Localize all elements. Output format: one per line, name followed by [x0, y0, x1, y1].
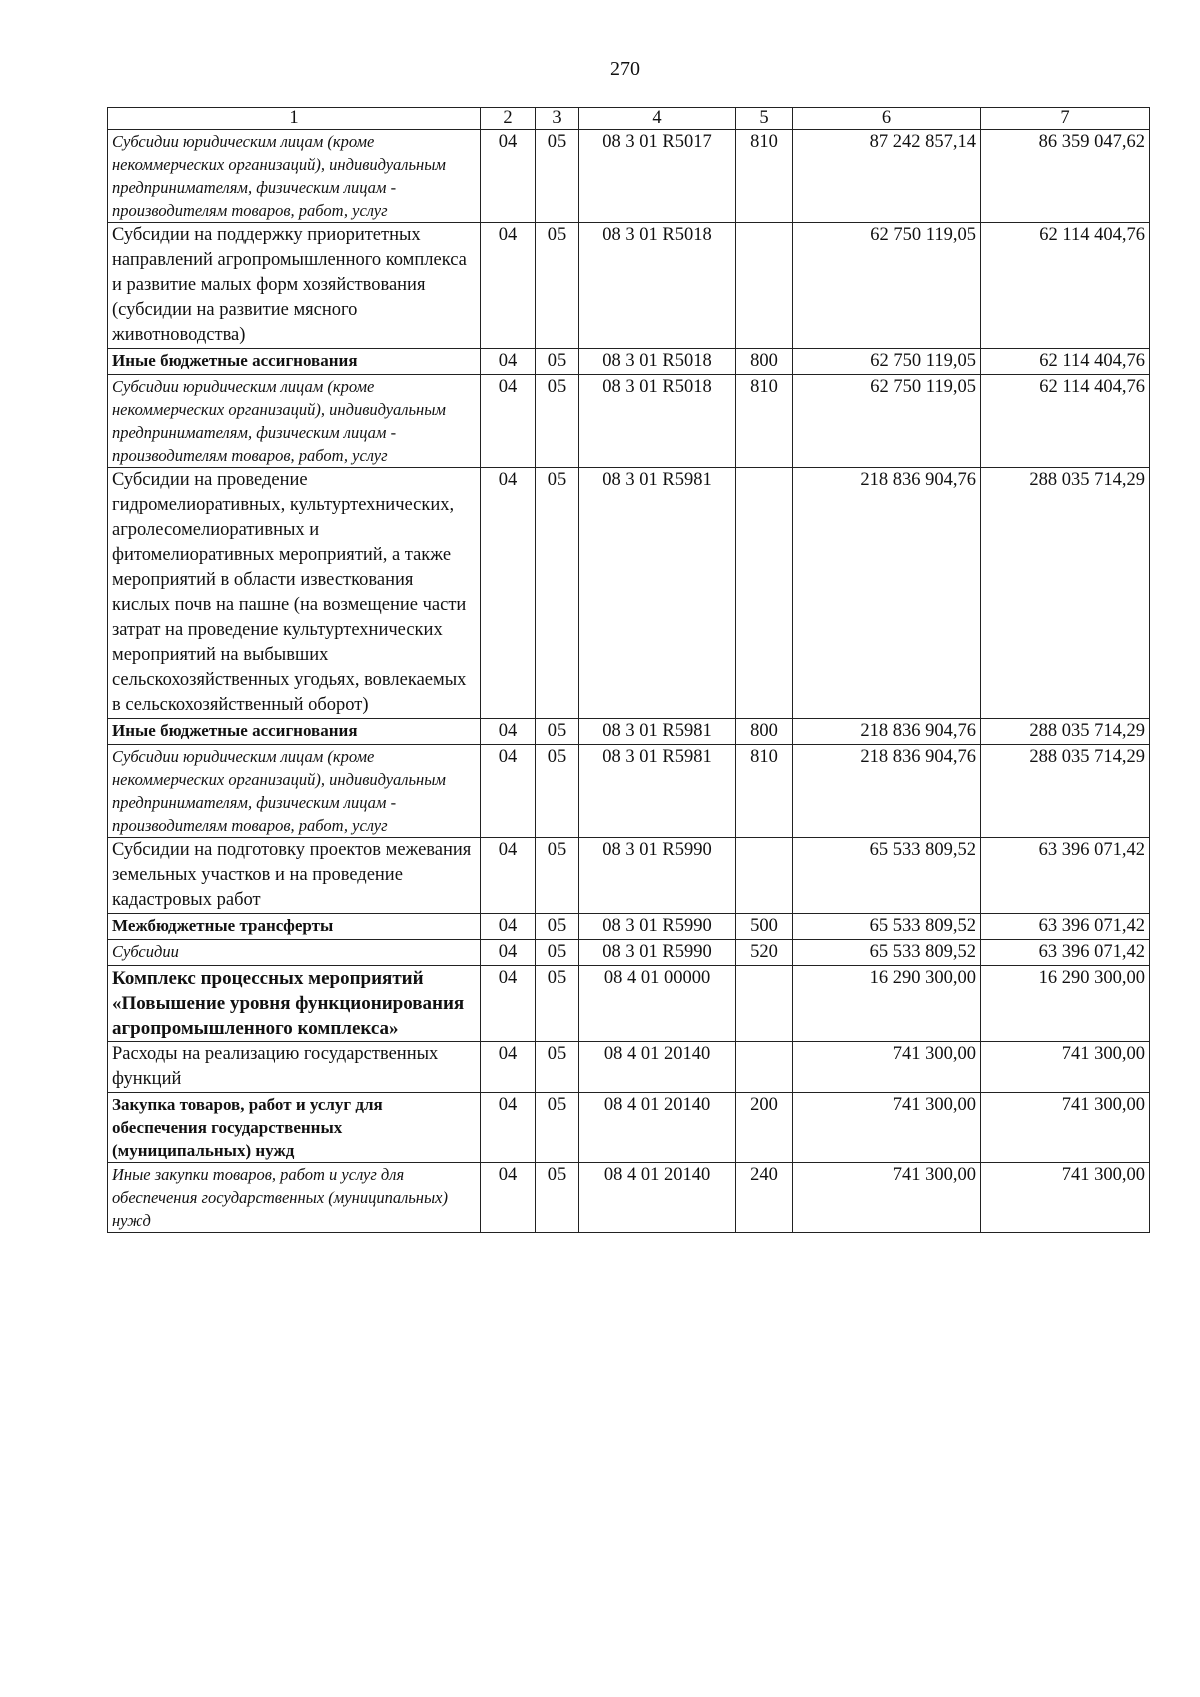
target-article-code: 08 3 01 R5981: [579, 468, 736, 719]
target-article-code: 08 4 01 20140: [579, 1093, 736, 1163]
budget-table: [107, 107, 1150, 1233]
item-name: Субсидии на проведение гидромелиоративных, культуртехнических, агролесомелиоративных и фитомелиоративных мероприятий, а также мероприятий в области известкования кислых почв на пашне (на возмещение части затрат на проведение культуртехнических мероприятий на выбывших сельскохозяйственных угодьях, вовлекаемых в сельскохозяйственный оборот): [108, 468, 481, 719]
amount-year-2: 62 114 404,76: [981, 375, 1150, 468]
section-code: 04: [481, 719, 536, 745]
amount-year-1: 16 290 300,00: [793, 966, 981, 1042]
table-row: [108, 1042, 1150, 1093]
item-name: Комплекс процессных мероприятий «Повышение уровня функционирования агропромышленного комплекса»: [108, 966, 481, 1042]
item-name: Расходы на реализацию государственных функций: [108, 1042, 481, 1093]
table-row: [108, 745, 1150, 838]
subsection-code: 05: [536, 940, 579, 966]
section-code: 04: [481, 1093, 536, 1163]
table-row: [108, 940, 1150, 966]
expense-type-code: [736, 468, 793, 719]
section-code: 04: [481, 1042, 536, 1093]
section-code: 04: [481, 940, 536, 966]
header-cell: 5: [736, 108, 793, 130]
target-article-code: 08 3 01 R5981: [579, 719, 736, 745]
amount-year-2: 63 396 071,42: [981, 940, 1150, 966]
item-name: Субсидии юридическим лицам (кроме некоммерческих организаций), индивидуальным предпринимателям, физическим лицам - производителям товаров, работ, услуг: [108, 130, 481, 223]
target-article-code: 08 3 01 R5990: [579, 914, 736, 940]
item-name: Субсидии юридическим лицам (кроме некоммерческих организаций), индивидуальным предпринимателям, физическим лицам - производителям товаров, работ, услуг: [108, 745, 481, 838]
table-row: [108, 375, 1150, 468]
target-article-code: 08 3 01 R5017: [579, 130, 736, 223]
amount-year-1: 62 750 119,05: [793, 375, 981, 468]
section-code: 04: [481, 223, 536, 349]
target-article-code: 08 4 01 20140: [579, 1163, 736, 1233]
header-cell: 6: [793, 108, 981, 130]
target-article-code: 08 3 01 R5990: [579, 838, 736, 914]
expense-type-code: [736, 966, 793, 1042]
expense-type-code: [736, 1042, 793, 1093]
subsection-code: 05: [536, 468, 579, 719]
section-code: 04: [481, 914, 536, 940]
item-name: Межбюджетные трансферты: [108, 914, 481, 940]
amount-year-2: 288 035 714,29: [981, 468, 1150, 719]
table-row: [108, 349, 1150, 375]
page-number: 270: [610, 58, 640, 80]
expense-type-code: 810: [736, 745, 793, 838]
expense-type-code: 520: [736, 940, 793, 966]
target-article-code: 08 3 01 R5981: [579, 745, 736, 838]
amount-year-1: 62 750 119,05: [793, 349, 981, 375]
target-article-code: 08 3 01 R5018: [579, 223, 736, 349]
amount-year-2: 288 035 714,29: [981, 719, 1150, 745]
amount-year-1: 62 750 119,05: [793, 223, 981, 349]
target-article-code: 08 3 01 R5990: [579, 940, 736, 966]
table-row: [108, 223, 1150, 349]
table-row: [108, 468, 1150, 719]
item-name: Иные бюджетные ассигнования: [108, 349, 481, 375]
header-row: [108, 108, 1150, 130]
subsection-code: 05: [536, 1093, 579, 1163]
item-name: Субсидии: [108, 940, 481, 966]
amount-year-2: 62 114 404,76: [981, 223, 1150, 349]
section-code: 04: [481, 349, 536, 375]
section-code: 04: [481, 375, 536, 468]
amount-year-2: 62 114 404,76: [981, 349, 1150, 375]
table-row: [108, 130, 1150, 223]
subsection-code: 05: [536, 966, 579, 1042]
item-name: Закупка товаров, работ и услуг для обеспечения государственных (муниципальных) нужд: [108, 1093, 481, 1163]
section-code: 04: [481, 468, 536, 719]
section-code: 04: [481, 838, 536, 914]
header-cell: 1: [108, 108, 481, 130]
section-code: 04: [481, 745, 536, 838]
expense-type-code: 240: [736, 1163, 793, 1233]
amount-year-1: 65 533 809,52: [793, 914, 981, 940]
header-cell: 3: [536, 108, 579, 130]
amount-year-1: 218 836 904,76: [793, 745, 981, 838]
subsection-code: 05: [536, 130, 579, 223]
target-article-code: 08 4 01 20140: [579, 1042, 736, 1093]
subsection-code: 05: [536, 745, 579, 838]
table-row: [108, 1163, 1150, 1233]
table-row: [108, 1093, 1150, 1163]
amount-year-1: 741 300,00: [793, 1093, 981, 1163]
table-row: [108, 719, 1150, 745]
table-row: [108, 914, 1150, 940]
expense-type-code: 800: [736, 349, 793, 375]
amount-year-2: 16 290 300,00: [981, 966, 1150, 1042]
table-row: [108, 838, 1150, 914]
amount-year-1: 741 300,00: [793, 1163, 981, 1233]
amount-year-1: 218 836 904,76: [793, 719, 981, 745]
subsection-code: 05: [536, 349, 579, 375]
expense-type-code: 800: [736, 719, 793, 745]
amount-year-2: 288 035 714,29: [981, 745, 1150, 838]
subsection-code: 05: [536, 1163, 579, 1233]
item-name: Субсидии на поддержку приоритетных направлений агропромышленного комплекса и развитие малых форм хозяйствования (субсидии на развитие мясного животноводства): [108, 223, 481, 349]
expense-type-code: 200: [736, 1093, 793, 1163]
header-cell: 4: [579, 108, 736, 130]
amount-year-2: 741 300,00: [981, 1042, 1150, 1093]
item-name: Субсидии на подготовку проектов межевания земельных участков и на проведение кадастровых работ: [108, 838, 481, 914]
section-code: 04: [481, 130, 536, 223]
header-cell: 7: [981, 108, 1150, 130]
section-code: 04: [481, 1163, 536, 1233]
amount-year-1: 87 242 857,14: [793, 130, 981, 223]
subsection-code: 05: [536, 719, 579, 745]
amount-year-2: 741 300,00: [981, 1163, 1150, 1233]
subsection-code: 05: [536, 838, 579, 914]
table-row: [108, 966, 1150, 1042]
subsection-code: 05: [536, 914, 579, 940]
expense-type-code: [736, 838, 793, 914]
amount-year-1: 741 300,00: [793, 1042, 981, 1093]
expense-type-code: 810: [736, 375, 793, 468]
amount-year-1: 218 836 904,76: [793, 468, 981, 719]
amount-year-2: 86 359 047,62: [981, 130, 1150, 223]
amount-year-2: 63 396 071,42: [981, 914, 1150, 940]
amount-year-2: 741 300,00: [981, 1093, 1150, 1163]
amount-year-1: 65 533 809,52: [793, 940, 981, 966]
expense-type-code: 500: [736, 914, 793, 940]
header-cell: 2: [481, 108, 536, 130]
item-name: Иные бюджетные ассигнования: [108, 719, 481, 745]
target-article-code: 08 3 01 R5018: [579, 375, 736, 468]
amount-year-2: 63 396 071,42: [981, 838, 1150, 914]
target-article-code: 08 3 01 R5018: [579, 349, 736, 375]
expense-type-code: [736, 223, 793, 349]
target-article-code: 08 4 01 00000: [579, 966, 736, 1042]
subsection-code: 05: [536, 375, 579, 468]
subsection-code: 05: [536, 223, 579, 349]
item-name: Субсидии юридическим лицам (кроме некоммерческих организаций), индивидуальным предпринимателям, физическим лицам - производителям товаров, работ, услуг: [108, 375, 481, 468]
item-name: Иные закупки товаров, работ и услуг для обеспечения государственных (муниципальных) нужд: [108, 1163, 481, 1233]
section-code: 04: [481, 966, 536, 1042]
subsection-code: 05: [536, 1042, 579, 1093]
expense-type-code: 810: [736, 130, 793, 223]
amount-year-1: 65 533 809,52: [793, 838, 981, 914]
